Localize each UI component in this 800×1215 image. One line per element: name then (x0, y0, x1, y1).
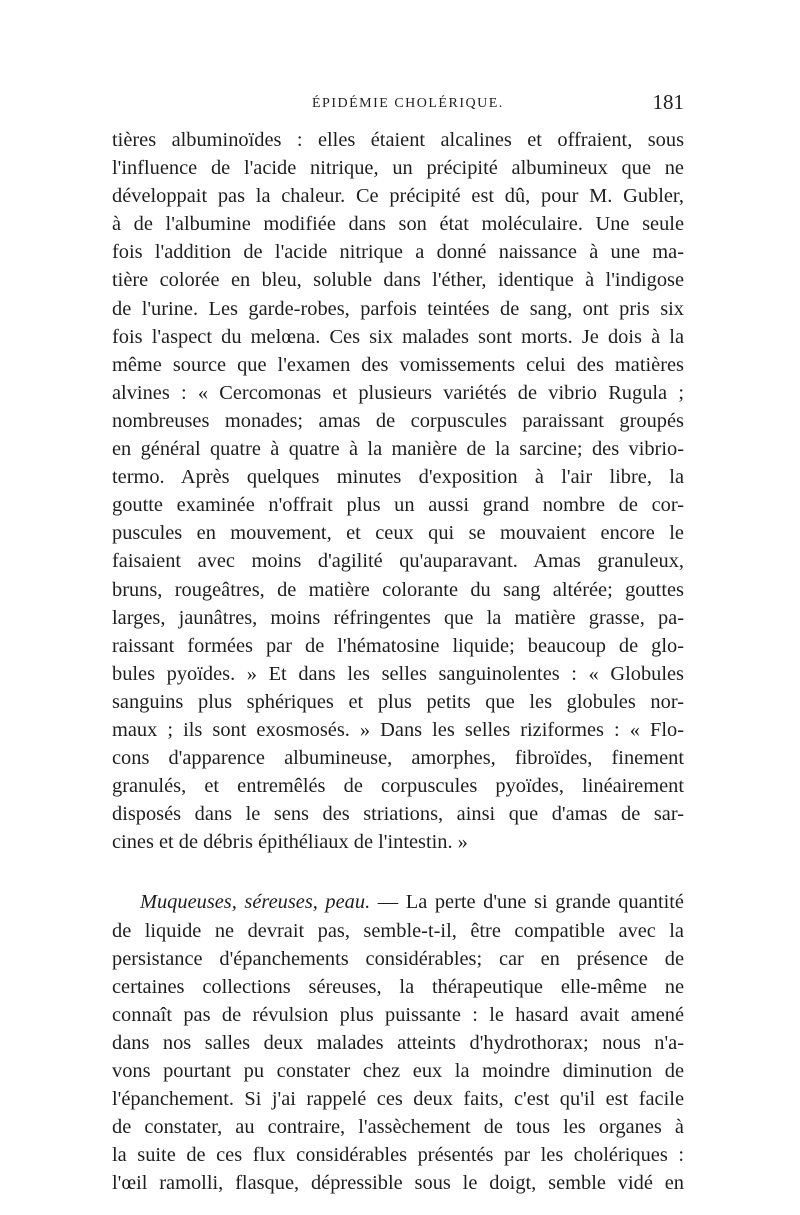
running-head (112, 90, 684, 126)
text-line: l'épanchement. Si j'ai rappelé ces deux faits, c'est qu'il est facile (112, 1088, 684, 1111)
text-line: cons d'apparence albumineuse, amorphes, fibroïdes, finement (112, 747, 684, 770)
text-line (112, 888, 684, 916)
text-line: fois l'aspect du melœna. Ces six malades sont morts. Je dois à la (112, 325, 684, 348)
text-line: nombreuses monades; amas de corpuscules paraissant groupés (112, 409, 684, 432)
text-line: même source que l'examen des vomissements celui des matières (112, 353, 684, 376)
text-line: disposés dans le sens des striations, ainsi que d'amas de sar- (112, 803, 684, 826)
text-line: sanguins plus sphériques et plus petits que les globules nor- (112, 690, 684, 713)
text-line: persistance d'épanchements considérables; car en présence de (112, 947, 684, 970)
text-line: connaît pas de révulsion plus puissante : le hasard avait amené (112, 1003, 684, 1026)
text-line: termo. Après quelques minutes d'exposition à l'air libre, la (112, 466, 684, 489)
book-page (112, 90, 684, 1197)
text-line: développait pas la chaleur. Ce précipité est dû, pour M. Gubler, (112, 185, 684, 208)
text-line: de liquide ne devrait pas, semble-t-il, être compatible avec la (112, 919, 684, 942)
section-runin-heading: Muqueuses, séreuses, peau. (140, 891, 371, 914)
text-line: bules pyoïdes. » Et dans les selles sanguinolentes : « Globules (112, 662, 684, 685)
paragraph-continuation (112, 126, 684, 856)
text-line: l'influence de l'acide nitrique, un précipité albumineux que ne (112, 157, 684, 180)
text-line-rest: — La perte d'une si grande quantité (370, 891, 684, 914)
text-line: cines et de débris épithéliaux de l'intestin. » (112, 831, 468, 854)
text-line: faisaient avec moins d'agilité qu'auparavant. Amas granuleux, (112, 550, 684, 573)
page-number: 181 (652, 90, 684, 114)
text-line: de constater, au contraire, l'assèchement de tous les organes à (112, 1116, 684, 1139)
text-line: granulés, et entremêlés de corpuscules pyoïdes, linéairement (112, 775, 684, 798)
text-line: la suite de ces flux considérables présentés par les cholériques : (112, 1144, 684, 1167)
text-line: raissant formées par de l'hématosine liquide; beaucoup de glo- (112, 634, 684, 657)
text-line: certaines collections séreuses, la thérapeutique elle-même ne (112, 975, 684, 998)
body-text (112, 126, 684, 1197)
text-line: goutte examinée n'offrait plus un aussi grand nombre de cor- (112, 494, 684, 517)
text-line: larges, jaunâtres, moins réfringentes que la matière grasse, pa- (112, 606, 684, 629)
text-line: vons pourtant pu constater chez eux la moindre diminution de (112, 1060, 684, 1082)
text-line: tière colorée en bleu, soluble dans l'éther, identique à l'indigose (112, 269, 684, 292)
text-line: l'œil ramolli, flasque, dépressible sous le doigt, semble vidé en (112, 1172, 684, 1195)
paragraph-mucous-serous-skin (112, 888, 684, 1197)
text-line: de l'urine. Les garde-robes, parfois teintées de sang, ont pris six (112, 297, 684, 320)
text-line: alvines : « Cercomonas et plusieurs variétés de vibrio Rugula ; (112, 381, 684, 404)
text-line: maux ; ils sont exosmosés. » Dans les selles riziformes : « Flo- (112, 718, 684, 741)
text-line: tières albuminoïdes : elles étaient alcalines et offraient, sous (112, 129, 684, 151)
text-line: puscules en mouvement, et ceux qui se mouvaient encore le (112, 522, 684, 545)
text-line: fois l'addition de l'acide nitrique a donné naissance à une ma- (112, 241, 684, 264)
running-head-title: ÉPIDÉMIE CHOLÉRIQUE. (312, 96, 504, 111)
text-line: bruns, rougeâtres, de matière colorante du sang altérée; gouttes (112, 578, 684, 601)
text-line: dans nos salles deux malades atteints d'hydrothorax; nous n'a- (112, 1031, 684, 1054)
text-line: à de l'albumine modifiée dans son état moléculaire. Une seule (112, 213, 684, 236)
text-line: en général quatre à quatre à la manière de la sarcine; des vibrio- (112, 438, 684, 461)
paragraph-gap (112, 856, 684, 888)
